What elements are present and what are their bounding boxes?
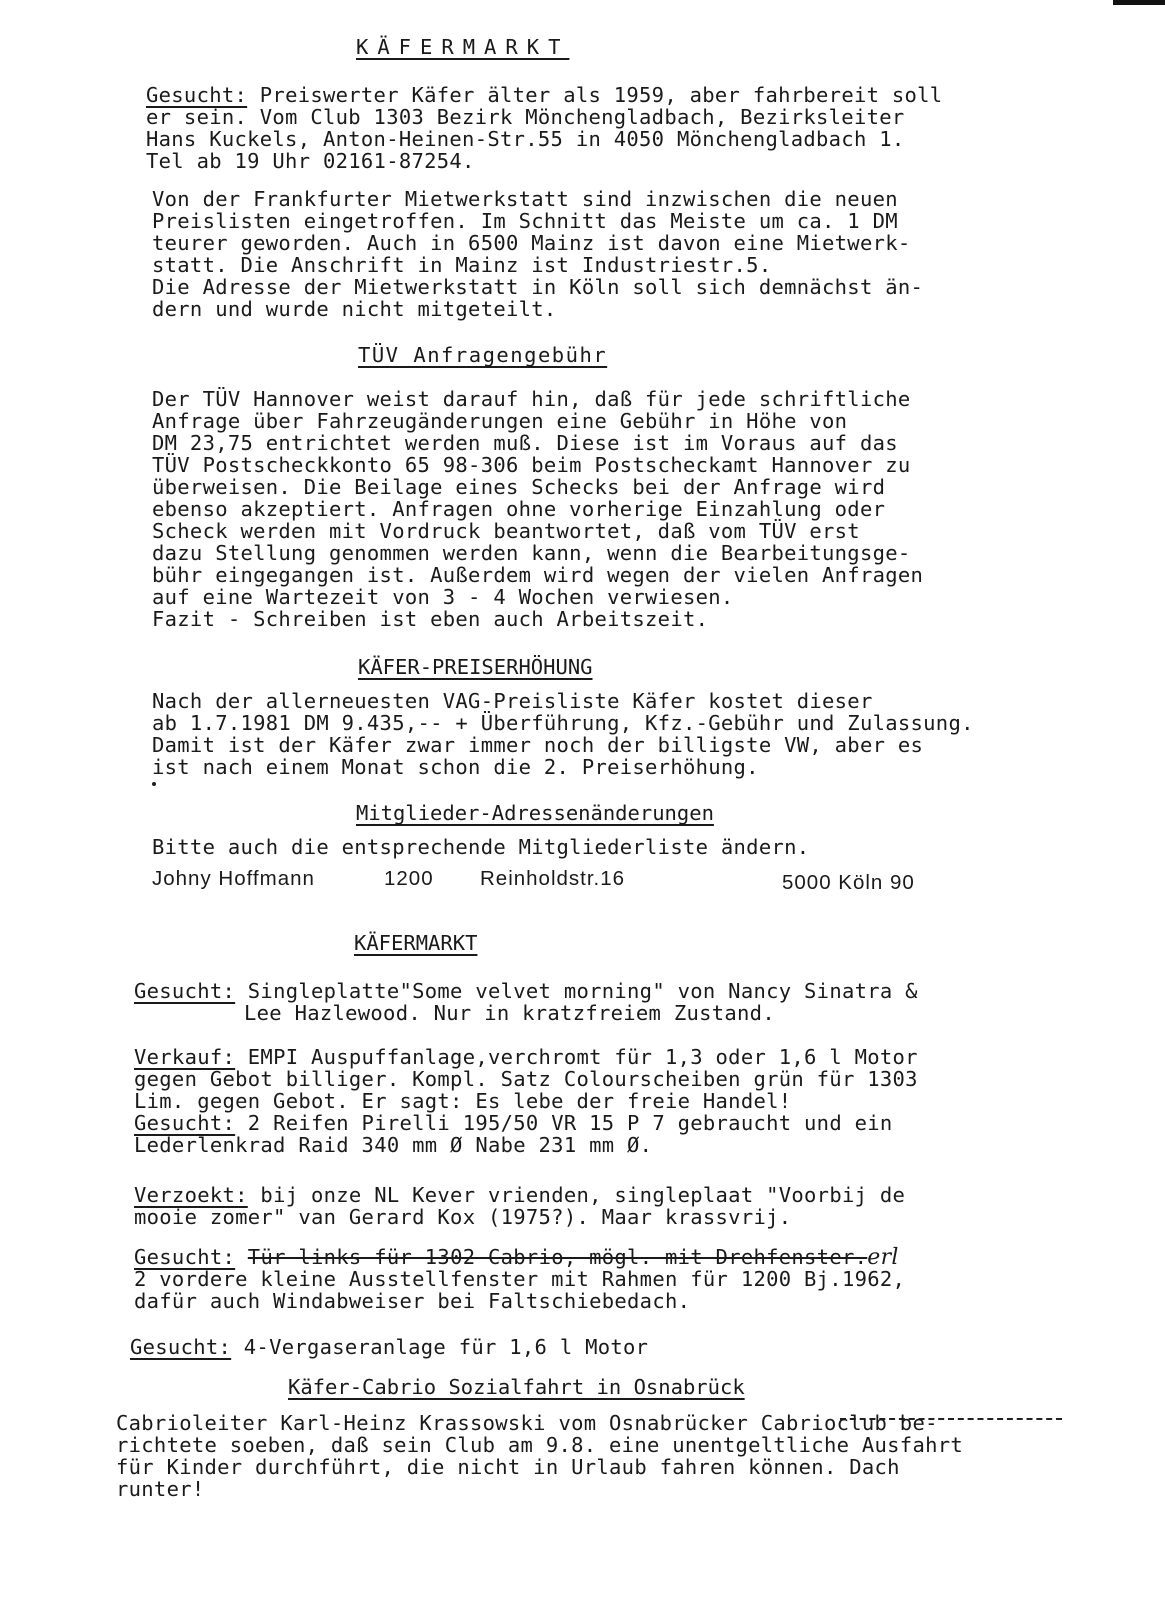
text-line: er sein. Vom Club 1303 Bezirk Mönchengladbach, Bezirksleiter: [146, 105, 905, 129]
text-line: dern und wurde nicht mitgeteilt.: [152, 297, 557, 321]
wanted-ad-record: Gesucht: Singleplatte"Some velvet morning" von Nancy Sinatra &: [134, 979, 918, 1003]
text-line: ab 1.7.1981 DM 9.435,-- + Überführung, Kfz.-Gebühr und Zulassung.: [152, 711, 974, 735]
text-line: dazu Stellung genommen werden kann, wenn die Bearbeitungsge-: [152, 541, 911, 565]
text-line: DM 23,75 entrichtet werden muß. Diese ist im Voraus auf das: [152, 431, 898, 455]
wanted-ad-beetle: Gesucht: Preiswerter Käfer älter als 1959, aber fahrbereit soll: [146, 83, 943, 107]
text-line: Scheck werden mit Vordruck beantwortet, daß vom TÜV erst: [152, 519, 860, 543]
wanted-label: Gesucht:: [134, 979, 236, 1003]
text-line: runter!: [116, 1477, 205, 1501]
text-line: ebenso akzeptiert. Anfragen ohne vorherige Einzahlung oder: [152, 497, 886, 521]
text-line: mooie zomer" van Gerard Kox (1975?). Maar krassvrij.: [134, 1205, 792, 1229]
member-city: 5000 Köln 90: [782, 871, 915, 894]
text-line: Lim. gegen Gebot. Er sagt: Es lebe der freie Handel!: [134, 1089, 792, 1113]
member-street: Reinholdstr.16: [480, 867, 626, 890]
ink-dot: [152, 782, 156, 786]
wanted-label: Gesucht:: [134, 1111, 236, 1135]
text-line: Von der Frankfurter Mietwerkstatt sind inzwischen die neuen: [152, 187, 898, 211]
member-model: 1200: [384, 867, 434, 890]
text-line: richtete soeben, daß sein Club am 9.8. eine unentgeltliche Ausfahrt: [116, 1433, 964, 1457]
text-line: Bitte auch die entsprechende Mitgliederliste ändern.: [152, 835, 810, 859]
text-line: Nach der allerneuesten VAG-Preisliste Käfer kostet dieser: [152, 689, 873, 713]
text-line: Hans Kuckels, Anton-Heinen-Str.55 in 4050 Mönchengladbach 1.: [146, 127, 905, 151]
text-line: Der TÜV Hannover weist darauf hin, daß für jede schriftliche: [152, 387, 911, 411]
text-line: Damit ist der Käfer zwar immer noch der billigste VW, aber es: [152, 733, 924, 757]
text-line: Cabrioleiter Karl-Heinz Krassowski vom Osnabrücker Cabrioclub be-: [116, 1411, 938, 1435]
wanted-ad-windows: [134, 1246, 899, 1269]
section-title-kaefermarkt-2: KÄFERMARKT: [354, 931, 478, 955]
sale-ad-exhaust: Verkauf: EMPI Auspuffanlage,verchromt für 1,3 oder 1,6 l Motor: [134, 1045, 918, 1069]
verzoekt-label: Verzoekt:: [134, 1183, 248, 1207]
text-line: auf eine Wartezeit von 3 - 4 Wochen verwiesen.: [152, 585, 734, 609]
wanted-label: Gesucht:: [146, 83, 248, 107]
wanted-ad-dutch-record: Verzoekt: bij onze NL Kever vrienden, singleplaat "Voorbij de: [134, 1183, 906, 1207]
wanted-ad-tyres: Gesucht: 2 Reifen Pirelli 195/50 VR 15 P 7 gebraucht und ein: [134, 1111, 893, 1135]
section-title-address-changes: Mitglieder-Adressenänderungen: [356, 801, 714, 825]
section-title-tuev: TÜV Anfragengebühr: [358, 343, 608, 367]
text-line: Lederlenkrad Raid 340 mm Ø Nabe 231 mm Ø.: [134, 1133, 653, 1157]
struck-text: Tür links für 1302 Cabrio, mögl. mit Drehfenster.: [247, 1245, 868, 1269]
text-line: gegen Gebot billiger. Kompl. Satz Colourscheiben grün für 1303: [134, 1067, 918, 1091]
text-line: teurer geworden. Auch in 6500 Mainz ist davon eine Mietwerk-: [152, 231, 911, 255]
handwritten-note: erl: [867, 1245, 899, 1270]
text-line: Anfrage über Fahrzeugänderungen eine Gebühr in Höhe von: [152, 409, 848, 433]
text-line: bühr eingegangen ist. Außerdem wird wegen der vielen Anfragen: [152, 563, 924, 587]
text-line: 2 vordere kleine Ausstellfenster mit Rahmen für 1200 Bj.1962,: [134, 1267, 906, 1291]
member-name: Johny Hoffmann: [152, 867, 315, 890]
text-line: Tel ab 19 Uhr 02161-87254.: [146, 149, 475, 173]
section-title-kaefermarkt: KÄFERMARKT: [356, 35, 570, 59]
wanted-label: Gesucht:: [134, 1245, 236, 1269]
text-line: überweisen. Die Beilage eines Schecks bei der Anfrage wird: [152, 475, 886, 499]
text-line: Preislisten eingetroffen. Im Schnitt das Meiste um ca. 1 DM: [152, 209, 898, 233]
text-line: dafür auch Windabweiser bei Faltschiebedach.: [134, 1289, 691, 1313]
text-line: TÜV Postscheckkonto 65 98-306 beim Postscheckamt Hannover zu: [152, 453, 911, 477]
corner-mark: [1113, 0, 1165, 5]
text-line: Lee Hazlewood. Nur in kratzfreiem Zustand.: [244, 1001, 775, 1025]
section-title-cabrio-ride: Käfer-Cabrio Sozialfahrt in Osnabrück: [288, 1375, 745, 1399]
wanted-label: Gesucht:: [130, 1335, 232, 1359]
text-line: Die Adresse der Mietwerkstatt in Köln soll sich demnächst än-: [152, 275, 924, 299]
section-title-price-increase: KÄFER-PREISERHÖHUNG: [358, 655, 593, 679]
wanted-ad-carburetor: Gesucht: 4-Vergaseranlage für 1,6 l Motor: [130, 1335, 649, 1359]
text-line: ist nach einem Monat schon die 2. Preiserhöhung.: [152, 755, 759, 779]
sale-label: Verkauf:: [134, 1045, 236, 1069]
text-line: Fazit - Schreiben ist eben auch Arbeitszeit.: [152, 607, 709, 631]
text-line: statt. Die Anschrift in Mainz ist Industriestr.5.: [152, 253, 772, 277]
text-line: für Kinder durchführt, die nicht in Urlaub fahren können. Dach: [116, 1455, 900, 1479]
